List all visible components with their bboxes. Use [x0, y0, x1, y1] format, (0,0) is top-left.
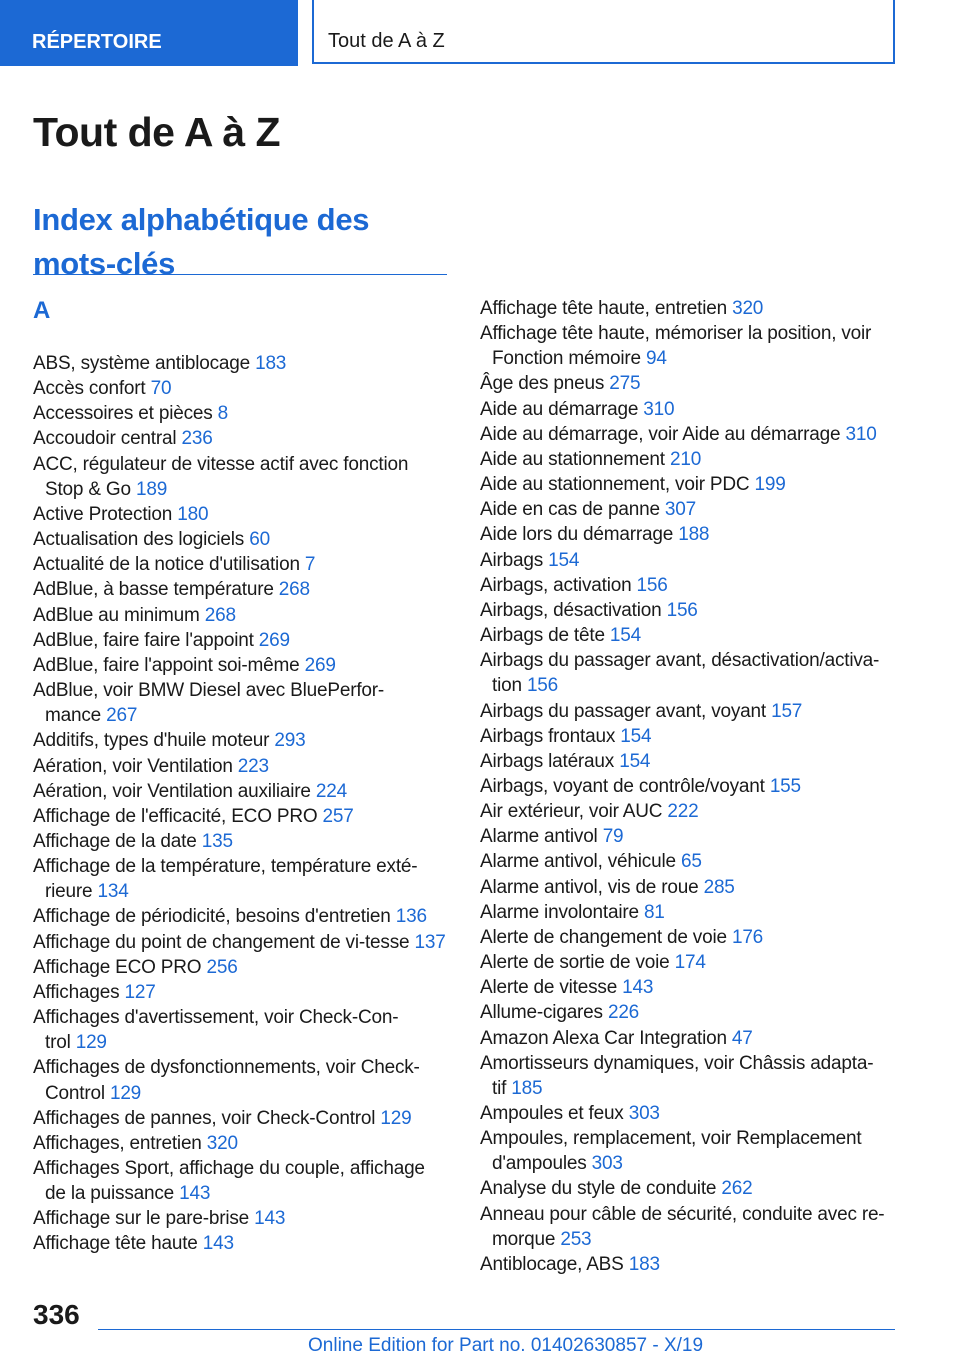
index-entry — [480, 447, 900, 472]
page-link[interactable]: 154 — [548, 549, 580, 571]
entry-term: Ampoules, remplacement, voir Remplacement d'ampoules — [480, 1128, 862, 1175]
page-link[interactable]: 154 — [620, 725, 652, 747]
page-link[interactable]: 268 — [204, 604, 236, 626]
index-entry — [480, 824, 900, 849]
page-link[interactable]: 224 — [315, 780, 347, 802]
page-link[interactable]: 262 — [721, 1178, 753, 1200]
index-entry — [33, 779, 447, 804]
index-entry — [33, 426, 447, 451]
page-link[interactable]: 154 — [609, 625, 642, 647]
index-entry — [480, 1000, 900, 1025]
index-entry — [480, 397, 900, 422]
page-link[interactable]: 129 — [75, 1032, 107, 1054]
index-entry — [480, 1101, 900, 1126]
index-entry — [33, 603, 447, 628]
index-entry — [480, 623, 900, 648]
entry-term: Actualité de la notice d'utilisation — [33, 554, 300, 576]
entry-term: Affichages — [33, 981, 120, 1003]
index-entry — [33, 628, 447, 653]
index-column-left — [33, 351, 447, 1257]
page-link[interactable]: 183 — [255, 353, 287, 374]
index-entry — [33, 728, 447, 753]
entry-term: AdBlue au minimum — [33, 604, 200, 626]
page-link[interactable]: 143 — [179, 1183, 211, 1205]
index-entry — [480, 1202, 900, 1252]
entry-term: Affichage tête haute, mémoriser la position, voir Fonction mémoire — [480, 323, 872, 370]
page-link[interactable]: 303 — [628, 1103, 660, 1124]
page-link[interactable]: 185 — [511, 1077, 543, 1099]
entry-term: ACC, régulateur de vitesse actif avec fonction Stop & Go — [33, 453, 409, 500]
page-link[interactable]: 269 — [304, 654, 336, 676]
page-link[interactable]: 310 — [643, 398, 675, 420]
page-link[interactable]: 183 — [628, 1253, 660, 1275]
entry-term: Affichages d'avertissement, voir Check-Con-trol — [33, 1007, 399, 1054]
page-link[interactable]: 210 — [669, 448, 702, 470]
entry-term: Antiblocage, ABS — [480, 1253, 624, 1275]
page-link[interactable]: 285 — [703, 876, 735, 898]
entry-term: Aide en cas de panne — [480, 499, 660, 521]
entry-term: Affichage tête haute, entretien — [480, 298, 727, 319]
page-link[interactable]: 155 — [769, 775, 801, 797]
index-entry — [480, 849, 900, 874]
entry-term: Aide au démarrage, voir Aide au démarrage — [480, 423, 841, 445]
entry-term: Air extérieur, voir AUC — [480, 801, 663, 823]
index-entry — [480, 296, 900, 321]
index-entry — [33, 1005, 447, 1055]
entry-term: AdBlue, à basse température — [33, 579, 274, 601]
page-number: 336 — [33, 1299, 80, 1330]
page-link[interactable]: 303 — [591, 1153, 623, 1175]
index-entry — [480, 925, 900, 950]
page-link[interactable]: 143 — [202, 1233, 234, 1255]
entry-term: Alerte de vitesse — [480, 977, 618, 999]
page-link[interactable]: 176 — [731, 926, 764, 948]
entry-term: Affichage tête haute — [33, 1233, 198, 1255]
index-entry — [480, 950, 900, 975]
entry-term: Alarme antivol, vis de roue — [480, 876, 699, 898]
entry-term: AdBlue, voir BMW Diesel avec BluePerfor-mance — [33, 680, 385, 727]
index-entry — [480, 422, 900, 447]
entry-term: Airbags, voyant de contrôle/voyant — [480, 775, 765, 797]
entry-term: Affichages de dysfonctionnements, voir Check-Control — [33, 1057, 420, 1104]
page-link[interactable]: 293 — [274, 730, 306, 752]
page-link[interactable]: 154 — [619, 750, 651, 772]
page-link[interactable]: 81 — [643, 901, 665, 923]
index-entry — [33, 904, 447, 929]
entry-term: Affichages de pannes, voir Check-Control — [33, 1107, 376, 1129]
index-entry — [480, 371, 900, 396]
entry-term: Alerte de sortie de voie — [480, 952, 670, 974]
page-link[interactable]: 320 — [732, 298, 764, 319]
page-link[interactable]: 257 — [322, 805, 354, 827]
index-entry — [480, 699, 900, 724]
index-entry — [33, 930, 447, 955]
index-entry — [33, 452, 447, 502]
entry-term: Alerte de changement de voie — [480, 926, 727, 948]
page-link[interactable]: 79 — [602, 826, 624, 848]
page-link[interactable]: 275 — [609, 373, 641, 395]
edition-note: Online Edition for Part no. 01402630857 - X/19 — [308, 1335, 704, 1356]
entry-term: Active Protection — [33, 503, 173, 525]
entry-term: Affichages Sport, affichage du couple, affichage de la puissance — [33, 1158, 425, 1205]
entry-term: Affichage de la température, température exté-rieure — [33, 856, 418, 903]
letter-heading: A — [33, 297, 51, 324]
breadcrumb: Tout de A à Z — [312, 0, 895, 64]
index-entry — [33, 955, 447, 980]
page-link[interactable]: 60 — [249, 529, 270, 551]
entry-term: Aide au démarrage — [480, 398, 639, 420]
footer-divider — [98, 1329, 895, 1330]
entry-term: Anneau pour câble de sécurité, conduite avec re-morque — [480, 1203, 885, 1250]
entry-term: Aération, voir Ventilation — [33, 755, 233, 777]
entry-term: Âge des pneus — [480, 373, 605, 395]
index-entry — [480, 573, 900, 598]
page-link[interactable]: 143 — [622, 977, 654, 999]
index-entry — [480, 1051, 900, 1101]
entry-term: Affichage sur le pare-brise — [33, 1208, 250, 1230]
index-entry — [480, 1176, 900, 1201]
index-entry — [480, 799, 900, 824]
index-entry — [33, 1206, 447, 1231]
page-link[interactable]: 156 — [526, 675, 559, 697]
index-entry — [480, 472, 900, 497]
entry-term: Amazon Alexa Car Integration — [480, 1027, 727, 1049]
entry-term: Alarme involontaire — [480, 901, 639, 923]
index-entry — [33, 1106, 447, 1131]
page-link[interactable]: 127 — [124, 981, 156, 1003]
index-entry — [480, 1126, 900, 1176]
entry-term: Accès confort — [33, 378, 146, 400]
index-entry — [33, 678, 447, 728]
entry-term: Affichage du point de changement de vi-tesse — [33, 931, 410, 953]
entry-term: Affichage de la date — [33, 830, 197, 852]
page-link[interactable]: 94 — [645, 348, 667, 370]
entry-term: Affichage de l'efficacité, ECO PRO — [33, 805, 318, 827]
page-header — [0, 0, 960, 66]
entry-term: AdBlue, faire faire l'appoint — [33, 629, 254, 651]
page-link[interactable]: 47 — [731, 1027, 753, 1049]
index-entry — [33, 552, 447, 577]
index-entry — [480, 724, 900, 749]
index-entry — [33, 804, 447, 829]
entry-term: Accoudoir central — [33, 428, 177, 450]
index-entry — [33, 1055, 447, 1105]
index-entry — [33, 401, 447, 426]
entry-term: Affichage de périodicité, besoins d'entretien — [33, 906, 391, 928]
page-link[interactable]: 223 — [237, 755, 269, 777]
page-link[interactable]: 70 — [150, 378, 172, 400]
page-link[interactable]: 65 — [680, 851, 702, 873]
entry-term: Amortisseurs dynamiques, voir Châssis adapta-tif — [480, 1052, 874, 1099]
page-link[interactable]: 135 — [201, 830, 233, 852]
index-entry — [33, 1131, 447, 1156]
index-entry — [480, 774, 900, 799]
page-link[interactable]: 129 — [109, 1082, 142, 1104]
page-link[interactable]: 226 — [607, 1002, 640, 1024]
index-entry — [480, 522, 900, 547]
entry-term: Aide au stationnement — [480, 448, 665, 470]
index-entry — [33, 754, 447, 779]
index-column-right — [480, 296, 900, 1277]
entry-term: Airbags, activation — [480, 574, 632, 596]
entry-term: Alarme antivol, véhicule — [480, 851, 676, 873]
entry-term: AdBlue, faire l'appoint soi-même — [33, 654, 300, 676]
index-entry — [33, 829, 447, 854]
page-link[interactable]: 268 — [278, 579, 310, 601]
page-link[interactable]: 129 — [380, 1107, 412, 1129]
page-link[interactable]: 310 — [845, 423, 877, 445]
index-entry — [480, 1252, 900, 1277]
entry-term: Airbags frontaux — [480, 725, 616, 747]
page-link[interactable]: 180 — [177, 503, 209, 525]
subtitle-divider — [33, 274, 447, 275]
index-entry — [33, 1156, 447, 1206]
entry-term: Aide au stationnement, voir PDC — [480, 474, 750, 496]
index-entry — [33, 1231, 447, 1256]
page-link[interactable]: 267 — [106, 705, 138, 727]
index-entry — [33, 577, 447, 602]
entry-term: Actualisation des logiciels — [33, 529, 245, 551]
page-link[interactable]: 189 — [135, 478, 168, 500]
index-entry — [33, 653, 447, 678]
index-entry — [480, 1026, 900, 1051]
entry-term: Additifs, types d'huile moteur — [33, 730, 270, 752]
index-entry — [33, 854, 447, 904]
index-entry — [480, 497, 900, 522]
page-link[interactable]: 134 — [97, 881, 129, 903]
index-entry — [480, 749, 900, 774]
entry-term: Allume-cigares — [480, 1002, 603, 1024]
page-link[interactable]: 320 — [206, 1132, 238, 1154]
index-entry — [33, 351, 447, 376]
index-entry — [33, 502, 447, 527]
page-link[interactable]: 8 — [217, 403, 229, 425]
page-link[interactable]: 236 — [181, 428, 213, 450]
index-entry — [33, 980, 447, 1005]
index-entry — [480, 548, 900, 573]
entry-term: Airbags du passager avant, voyant — [480, 700, 766, 722]
page-link[interactable]: 136 — [395, 906, 427, 928]
index-entry — [480, 321, 900, 371]
page-link[interactable]: 188 — [678, 524, 710, 546]
entry-term: Aération, voir Ventilation auxiliaire — [33, 780, 311, 802]
page-link[interactable]: 199 — [754, 474, 786, 496]
entry-term: Airbags du passager avant, désactivation/activa-tion — [480, 650, 880, 697]
entry-term: Airbags latéraux — [480, 750, 615, 772]
entry-term: Alarme antivol — [480, 826, 598, 848]
index-entry — [33, 527, 447, 552]
page-link[interactable]: 253 — [560, 1228, 592, 1250]
page-link[interactable]: 269 — [258, 629, 290, 651]
page-link[interactable]: 256 — [206, 956, 238, 978]
page-link[interactable]: 137 — [414, 931, 446, 953]
entry-term: Airbags, désactivation — [480, 599, 662, 621]
index-entry — [480, 875, 900, 900]
index-entry — [480, 598, 900, 623]
page-link[interactable]: 143 — [254, 1208, 286, 1230]
page-link[interactable]: 222 — [667, 801, 699, 823]
index-entry — [480, 975, 900, 1000]
page-link[interactable]: 157 — [771, 700, 803, 722]
section-tab: RÉPERTOIRE — [0, 0, 298, 66]
entry-term: Ampoules et feux — [480, 1103, 624, 1124]
entry-term: Aide lors du démarrage — [480, 524, 674, 546]
index-entry — [33, 376, 447, 401]
entry-term: ABS, système antiblocage — [33, 353, 250, 374]
page-link[interactable]: 7 — [304, 554, 316, 576]
index-entry — [480, 900, 900, 925]
page-link[interactable]: 307 — [664, 499, 697, 521]
page-link[interactable]: 156 — [666, 599, 698, 621]
entry-term: Affichages, entretien — [33, 1132, 202, 1154]
entry-term: Airbags — [480, 549, 544, 571]
page-title: Tout de A à Z — [33, 109, 281, 155]
index-entry — [480, 648, 900, 698]
entry-term: Affichage ECO PRO — [33, 956, 202, 978]
entry-term: Airbags de tête — [480, 625, 605, 647]
page-link[interactable]: 156 — [636, 574, 668, 596]
entry-term: Analyse du style de conduite — [480, 1178, 717, 1200]
entry-term: Accessoires et pièces — [33, 403, 213, 425]
index-subtitle: Index alphabétique des mots-clés — [33, 202, 370, 281]
page-link[interactable]: 174 — [674, 952, 706, 974]
